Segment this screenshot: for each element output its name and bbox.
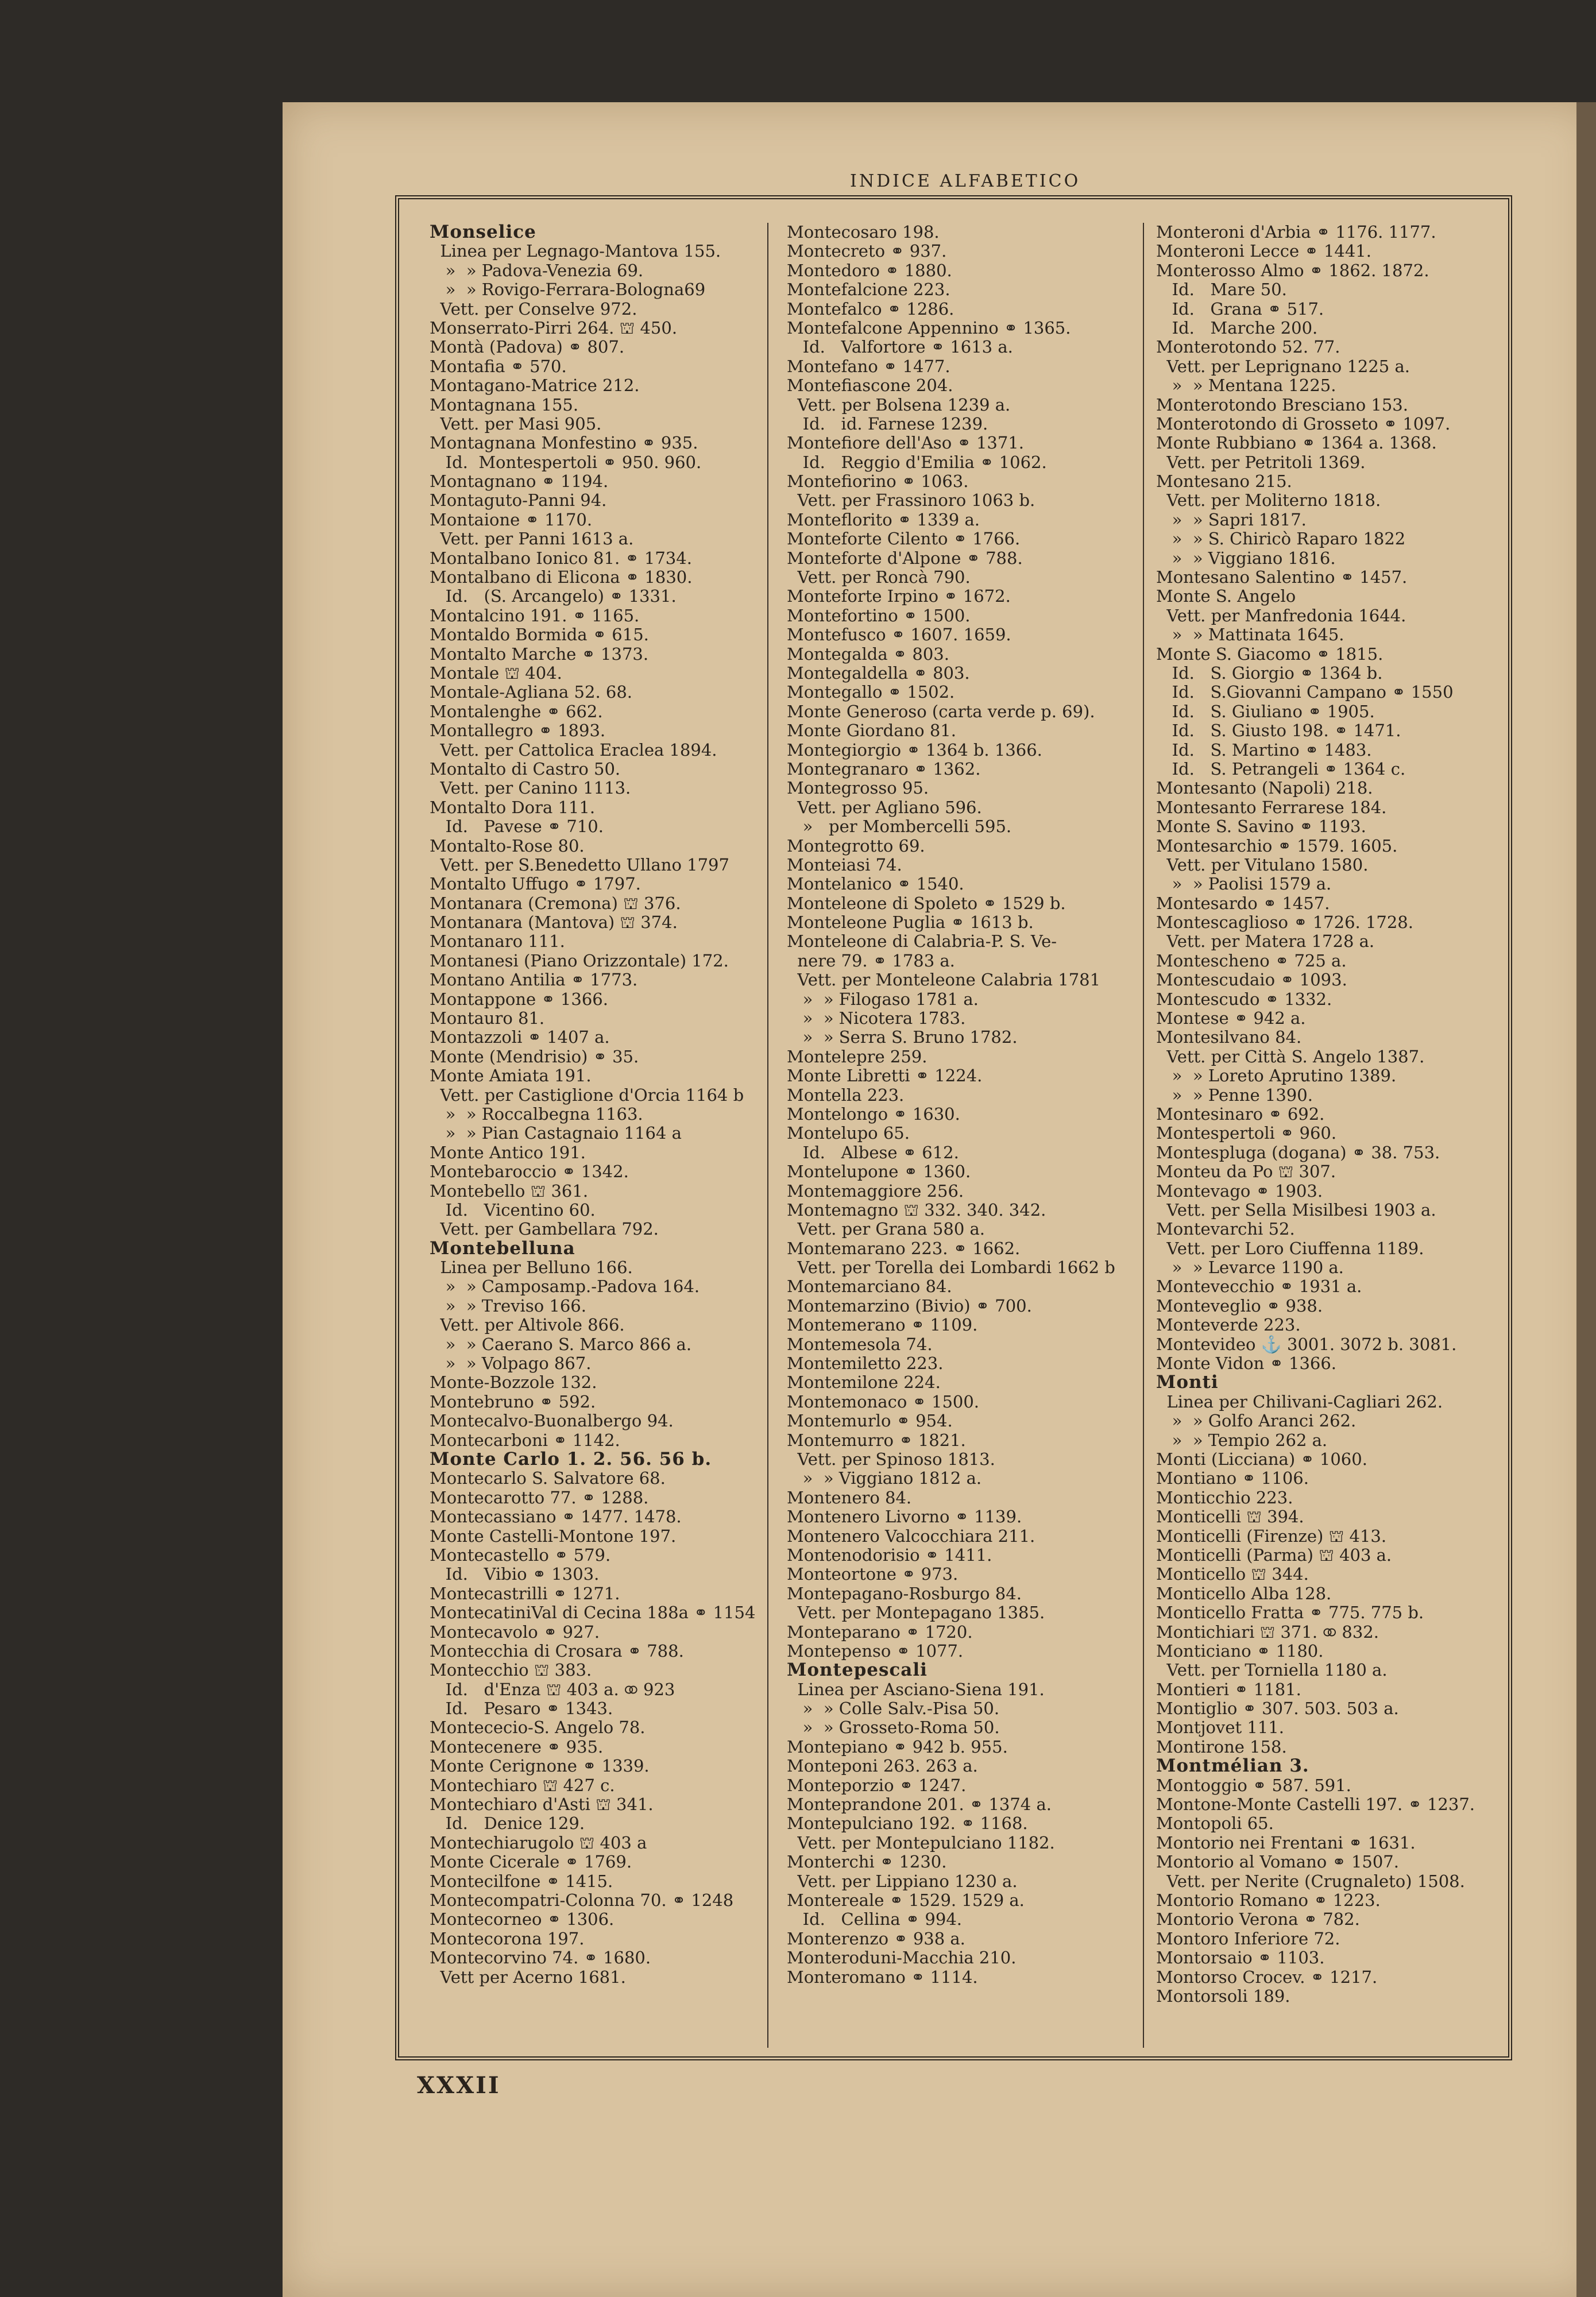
index-entry: Montieri ⚭ 1181.: [1156, 1680, 1301, 1699]
index-entry: Vett. per Nerite (Crugnaleto) 1508.: [1156, 1871, 1465, 1891]
index-entry: » » Caerano S. Marco 866 a.: [430, 1335, 692, 1354]
index-entry: » » Camposamp.-Padova 164.: [430, 1277, 700, 1297]
index-entry: Vett. per Manfredonia 1644.: [1156, 606, 1406, 625]
index-heading: Monte Carlo 1. 2. 56. 56 b.: [430, 1450, 712, 1470]
index-entry: Montemesola 74.: [787, 1335, 933, 1354]
index-entry: » » Levarce 1190 a.: [1156, 1258, 1344, 1278]
index-entry: Montesanto Ferrarese 184.: [1156, 798, 1387, 817]
index-entry: Monticchio 223.: [1156, 1488, 1293, 1507]
index-entry: Vett. per Spinoso 1813.: [787, 1450, 995, 1469]
index-entry: Id. S.Giovanni Campano ⚭ 1550: [1156, 683, 1454, 702]
index-entry: Montalto Dora 111.: [430, 798, 596, 817]
index-entry: Montesano 215.: [1156, 472, 1292, 492]
index-entry: Montecastello ⚭ 579.: [430, 1545, 611, 1565]
index-entry: Montemarciano 84.: [787, 1277, 952, 1297]
index-entry: Montaldo Bormida ⚭ 615.: [430, 625, 649, 645]
index-entry: » » Rovigo-Ferrara-Bologna69: [430, 280, 706, 300]
index-entry: Montecchio ⛫ 383.: [430, 1661, 592, 1680]
index-entry: Montegiorgio ⚭ 1364 b. 1366.: [787, 740, 1042, 760]
index-entry: Montanesi (Piano Orizzontale) 172.: [430, 951, 729, 970]
index-entry: Monterosso Almo ⚭ 1862. 1872.: [1156, 261, 1429, 280]
index-entry: Montecreto ⚭ 937.: [787, 242, 947, 261]
index-entry: » » Sapri 1817.: [1156, 510, 1307, 529]
index-entry: Id. Vibio ⚭ 1303.: [430, 1565, 600, 1584]
index-heading: Monselice: [430, 223, 536, 242]
index-entry: Montefalco ⚭ 1286.: [787, 299, 954, 319]
index-entry: Montecorvino 74. ⚭ 1680.: [430, 1948, 651, 1968]
index-entry: Monserrato-Pirri 264. ⛫ 450.: [430, 318, 678, 338]
index-entry: Vett. per Panni 1613 a.: [430, 529, 634, 549]
index-entry: Montorio nei Frentani ⚭ 1631.: [1156, 1833, 1416, 1853]
index-entry: Monticelli (Firenze) ⛫ 413.: [1156, 1526, 1387, 1546]
index-entry: Montone-Monte Castelli 197. ⚭ 1237.: [1156, 1795, 1475, 1815]
index-entry: » » Colle Salv.-Pisa 50.: [787, 1699, 1000, 1719]
index-entry: Montechiarugolo ⛫ 403 a: [430, 1833, 647, 1853]
index-entry: » » Padova-Venezia 69.: [430, 261, 644, 280]
index-entry: Montesinaro ⚭ 692.: [1156, 1104, 1325, 1124]
index-entry: Vett. per Bolsena 1239 a.: [787, 395, 1011, 415]
index-entry: Monte (Mendrisio) ⚭ 35.: [430, 1047, 639, 1066]
index-entry: » » Pian Castagnaio 1164 a: [430, 1124, 682, 1143]
index-entry: » » S. Chiricò Raparo 1822: [1156, 529, 1406, 549]
index-entry: Id. Montespertoli ⚭ 950. 960.: [430, 453, 702, 472]
index-entry: Montescaglioso ⚭ 1726. 1728.: [1156, 913, 1413, 933]
index-entry: Monte Libretti ⚭ 1224.: [787, 1066, 983, 1086]
column-rule: [1143, 223, 1144, 2048]
index-entry: Monteforte Cilento ⚭ 1766.: [787, 529, 1021, 549]
column-rule: [767, 223, 768, 2048]
index-entry: Id. Vicentino 60.: [430, 1200, 596, 1220]
index-entry: Id. Reggio d'Emilia ⚭ 1062.: [787, 453, 1047, 472]
index-entry: » » Mattinata 1645.: [1156, 625, 1344, 645]
index-entry: Montalto Marche ⚭ 1373.: [430, 644, 649, 664]
index-entry: Montese ⚭ 942 a.: [1156, 1009, 1306, 1028]
index-entry: Monteortone ⚭ 973.: [787, 1565, 959, 1584]
index-entry: Monteparano ⚭ 1720.: [787, 1622, 973, 1642]
page-number: XXXII: [417, 2072, 501, 2099]
index-entry: Montebruno ⚭ 592.: [430, 1392, 596, 1412]
index-entry: Montenero Livorno ⚭ 1139.: [787, 1507, 1022, 1527]
index-entry: Id. d'Enza ⛫ 403 a. ⚭ 923: [430, 1680, 675, 1699]
index-entry: Montecosaro 198.: [787, 223, 940, 242]
index-entry: Id. id. Farnese 1239.: [787, 414, 988, 434]
index-entry: Id. Mare 50.: [1156, 280, 1287, 300]
index-entry: Montenero 84.: [787, 1488, 912, 1507]
index-entry: » » Tempio 262 a.: [1156, 1430, 1328, 1450]
index-entry: Montorso Crocev. ⚭ 1217.: [1156, 1967, 1378, 1987]
index-entry: Montaione ⚭ 1170.: [430, 510, 593, 529]
index-entry: Vett. per Cattolica Eraclea 1894.: [430, 740, 717, 760]
index-entry: Montegrotto 69.: [787, 836, 925, 856]
index-entry: Montespertoli ⚭ 960.: [1156, 1124, 1337, 1143]
index-entry: Montegallo ⚭ 1502.: [787, 683, 955, 702]
index-entry: Montecompatri-Colonna 70. ⚭ 1248: [430, 1890, 734, 1910]
index-entry: Vett. per Frassinoro 1063 b.: [787, 491, 1035, 511]
index-entry: Monteponi 263. 263 a.: [787, 1757, 978, 1776]
index-entry: Vett. per Torella dei Lombardi 1662 b: [787, 1258, 1115, 1278]
index-entry: Monticello Alba 128.: [1156, 1584, 1332, 1603]
index-entry: Vett. per Grana 580 a.: [787, 1220, 986, 1239]
index-entry: Montichiari ⛫ 371. ⚭ 832.: [1156, 1622, 1379, 1642]
index-entry: Montorio Verona ⚭ 782.: [1156, 1910, 1360, 1929]
index-entry: Monterotondo Bresciano 153.: [1156, 395, 1408, 415]
index-entry: Montazzoli ⚭ 1407 a.: [430, 1028, 610, 1047]
index-entry: Vett. per S.Benedetto Ullano 1797: [430, 855, 729, 875]
index-entry: Vett. per Masi 905.: [430, 414, 602, 434]
index-entry: Montecarlo S. Salvatore 68.: [430, 1469, 666, 1488]
index-entry: Montemurlo ⚭ 954.: [787, 1412, 953, 1431]
index-entry: Montà (Padova) ⚭ 807.: [430, 338, 625, 357]
index-entry: Id. Cellina ⚭ 994.: [787, 1910, 962, 1929]
index-entry: Montegranaro ⚭ 1362.: [787, 759, 981, 779]
index-entry: Monticelli (Parma) ⛫ 403 a.: [1156, 1545, 1392, 1565]
index-entry: Montenero Valcocchiara 211.: [787, 1526, 1035, 1546]
index-entry: Id. Pesaro ⚭ 1343.: [430, 1699, 613, 1719]
index-heading: Montebelluna: [430, 1239, 575, 1259]
index-entry: Vett. per Canino 1113.: [430, 779, 631, 798]
index-entry: Id. Pavese ⚭ 710.: [430, 817, 604, 837]
index-entry: Monteu da Po ⛫ 307.: [1156, 1162, 1336, 1182]
index-entry: Vett. per Sella Misilbesi 1903 a.: [1156, 1200, 1436, 1220]
index-entry: Monterenzo ⚭ 938 a.: [787, 1929, 965, 1948]
index-entry: Id. Valfortore ⚭ 1613 a.: [787, 338, 1013, 357]
index-entry: » » Roccalbegna 1163.: [430, 1104, 643, 1124]
index-entry: Montemilone 224.: [787, 1373, 941, 1393]
index-entry: Vett. per Loro Ciuffenna 1189.: [1156, 1239, 1424, 1258]
index-entry: Vett. per Agliano 596.: [787, 798, 982, 817]
index-entry: » » Grosseto-Roma 50.: [787, 1718, 1000, 1738]
index-entry: Montefalcone Appennino ⚭ 1365.: [787, 318, 1071, 338]
index-entry: Montagnana Monfestino ⚭ 935.: [430, 434, 698, 453]
index-entry: Montebello ⛫ 361.: [430, 1181, 589, 1201]
index-entry: Montepulciano 192. ⚭ 1168.: [787, 1814, 1028, 1834]
index-entry: Montecalvo-Buonalbergo 94.: [430, 1412, 674, 1431]
index-entry: Montemiletto 223.: [787, 1354, 944, 1374]
index-entry: Montesanto (Napoli) 218.: [1156, 779, 1373, 798]
index-entry: Montechiaro ⛫ 427 c.: [430, 1776, 615, 1795]
index-entry: Monticiano ⚭ 1180.: [1156, 1641, 1324, 1661]
index-entry: Montalto-Rose 80.: [430, 836, 585, 856]
index-entry: Montale ⛫ 404.: [430, 663, 562, 683]
index-entry: Montappone ⚭ 1366.: [430, 989, 608, 1009]
index-entry: Monte Amiata 191.: [430, 1066, 592, 1086]
index-entry: Monterchi ⚭ 1230.: [787, 1853, 947, 1872]
index-entry: Montecassiano ⚭ 1477. 1478.: [430, 1507, 682, 1527]
index-entry: Montanara (Mantova) ⛫ 374.: [430, 913, 678, 933]
index-entry: Monticelli ⛫ 394.: [1156, 1507, 1304, 1527]
index-entry: Montallegro ⚭ 1893.: [430, 721, 606, 741]
index-entry: Monte-Bozzole 132.: [430, 1373, 597, 1393]
index-entry: Vett. per Montepagano 1385.: [787, 1603, 1045, 1623]
index-entry: Montesarchio ⚭ 1579. 1605.: [1156, 836, 1398, 856]
index-entry: Montescheno ⚭ 725 a.: [1156, 951, 1347, 970]
index-entry: Monteporzio ⚭ 1247.: [787, 1776, 967, 1795]
index-entry: Vett. per Roncà 790.: [787, 568, 971, 587]
index-entry: Vett. per Vitulano 1580.: [1156, 855, 1369, 875]
index-entry: Montereale ⚭ 1529. 1529 a.: [787, 1890, 1025, 1910]
index-entry: Montafia ⚭ 570.: [430, 357, 567, 376]
index-entry: Montella 223.: [787, 1085, 905, 1105]
index-entry: Vett. per Petritoli 1369.: [1156, 453, 1366, 472]
index-entry: nere 79. ⚭ 1783 a.: [787, 951, 955, 970]
index-entry: Montefusco ⚭ 1607. 1659.: [787, 625, 1011, 645]
index-entry: Montopoli 65.: [1156, 1814, 1274, 1834]
index-entry: » » Filogaso 1781 a.: [787, 989, 979, 1009]
index-entry: Montesilvano 84.: [1156, 1028, 1302, 1047]
index-entry: Monti (Licciana) ⚭ 1060.: [1156, 1450, 1367, 1469]
index-entry: Montecchia di Crosara ⚭ 788.: [430, 1641, 684, 1661]
index-entry: Montorio Romano ⚭ 1223.: [1156, 1890, 1381, 1910]
index-entry: Montanara (Cremona) ⛫ 376.: [430, 894, 681, 913]
index-entry: Montevago ⚭ 1903.: [1156, 1181, 1323, 1201]
index-entry: Id. S. Martino ⚭ 1483.: [1156, 740, 1372, 760]
index-entry: Monticello ⛫ 344.: [1156, 1565, 1309, 1584]
index-entry: Monte Rubbiano ⚭ 1364 a. 1368.: [1156, 434, 1437, 453]
index-column-2: [787, 223, 1131, 2048]
index-entry: Montecorona 197.: [430, 1929, 585, 1948]
index-entry: Montelepre 259.: [787, 1047, 928, 1066]
index-entry: Montecilfone ⚭ 1415.: [430, 1871, 613, 1891]
index-entry: Montanaro 111.: [430, 932, 565, 952]
index-entry: Monteprandone 201. ⚭ 1374 a.: [787, 1795, 1052, 1815]
index-entry: » » Penne 1390.: [1156, 1085, 1313, 1105]
index-entry: Montegrosso 95.: [787, 779, 929, 798]
index-entry: Id. S. Petrangeli ⚭ 1364 c.: [1156, 759, 1406, 779]
index-heading: Montmélian 3.: [1156, 1757, 1309, 1776]
index-entry: Monte Cerignone ⚭ 1339.: [430, 1757, 650, 1776]
index-entry: Monte Castelli-Montone 197.: [430, 1526, 677, 1546]
index-entry: Montecastrilli ⚭ 1271.: [430, 1584, 620, 1603]
index-heading: Monti: [1156, 1373, 1219, 1393]
index-entry: Montesano Salentino ⚭ 1457.: [1156, 568, 1408, 587]
index-entry: Vett. per Monteleone Calabria 1781: [787, 970, 1101, 990]
index-entry: » » Treviso 166.: [430, 1296, 586, 1316]
index-entry: Montedoro ⚭ 1880.: [787, 261, 952, 280]
index-entry: Monteleone di Calabria-P. S. Ve-: [787, 932, 1057, 952]
index-entry: Montagano-Matrice 212.: [430, 376, 640, 396]
index-entry: Montecavolo ⚭ 927.: [430, 1622, 600, 1642]
index-entry: Montescudo ⚭ 1332.: [1156, 989, 1332, 1009]
index-entry: Montiglio ⚭ 307. 503. 503 a.: [1156, 1699, 1399, 1719]
index-entry: Montemaggiore 256.: [787, 1181, 964, 1201]
index-entry: Monteroduni-Macchia 210.: [787, 1948, 1017, 1968]
index-entry: » » Golfo Aranci 262.: [1156, 1412, 1357, 1431]
index-entry: » » Serra S. Bruno 1782.: [787, 1028, 1018, 1047]
index-entry: Montelanico ⚭ 1540.: [787, 875, 964, 894]
index-entry: Montale-Agliana 52. 68.: [430, 683, 632, 702]
index-entry: Montorsoli 189.: [1156, 1986, 1290, 2006]
index-entry: Montoro Inferiore 72.: [1156, 1929, 1340, 1948]
index-entry: » » Mentana 1225.: [1156, 376, 1336, 396]
index-entry: Montenodorisio ⚭ 1411.: [787, 1545, 992, 1565]
index-entry: Vett. per Gambellara 792.: [430, 1220, 659, 1239]
index-entry: Montevideo ⚓ 3001. 3072 b. 3081.: [1156, 1335, 1457, 1354]
index-entry: Montagnano ⚭ 1194.: [430, 472, 609, 492]
index-entry: Id. S. Giuliano ⚭ 1905.: [1156, 702, 1375, 721]
index-entry: Montoggio ⚭ 587. 591.: [1156, 1776, 1351, 1795]
index-entry: Vett. per Torniella 1180 a.: [1156, 1661, 1388, 1680]
index-entry: Montepiano ⚭ 942 b. 955.: [787, 1737, 1008, 1757]
index-entry: Montefalcione 223.: [787, 280, 950, 300]
index-entry: Montaguto-Panni 94.: [430, 491, 607, 511]
index-entry: Monteroni d'Arbia ⚭ 1176. 1177.: [1156, 223, 1436, 242]
index-entry: Montefiascone 204.: [787, 376, 953, 396]
index-entry: Vett. per Montepulciano 1182.: [787, 1833, 1055, 1853]
index-entry: Montemarzino (Bivio) ⚭ 700.: [787, 1296, 1032, 1316]
index-entry: Monteflorito ⚭ 1339 a.: [787, 510, 980, 529]
index-heading: Montepescali: [787, 1661, 928, 1680]
index-entry: Montano Antilia ⚭ 1773.: [430, 970, 638, 990]
index-entry: Id. S. Giusto 198. ⚭ 1471.: [1156, 721, 1401, 741]
index-entry: Montalbano Ionico 81. ⚭ 1734.: [430, 548, 692, 568]
index-entry: Monte S. Angelo: [1156, 587, 1296, 606]
index-entry: Montorio al Vomano ⚭ 1507.: [1156, 1853, 1399, 1872]
index-entry: Vett. per Lippiano 1230 a.: [787, 1871, 1018, 1891]
index-entry: Monteverde 223.: [1156, 1316, 1301, 1335]
index-entry: Vett per Acerno 1681.: [430, 1967, 626, 1987]
index-entry: Montececio-S. Angelo 78.: [430, 1718, 646, 1738]
index-entry: Monte Giordano 81.: [787, 721, 956, 741]
index-entry: Montalto di Castro 50.: [430, 759, 621, 779]
index-entry: Montecarboni ⚭ 1142.: [430, 1430, 620, 1450]
index-entry: Monteforte Irpino ⚭ 1672.: [787, 587, 1011, 606]
index-column-3: [1156, 223, 1495, 2048]
index-entry: Monticello Fratta ⚭ 775. 775 b.: [1156, 1603, 1424, 1623]
index-entry: Montauro 81.: [430, 1009, 545, 1028]
index-entry: Monteromano ⚭ 1114.: [787, 1967, 978, 1987]
index-entry: Montecarotto 77. ⚭ 1288.: [430, 1488, 649, 1507]
index-entry: » » Viggiano 1816.: [1156, 548, 1336, 568]
index-entry: » » Paolisi 1579 a.: [1156, 875, 1332, 894]
index-entry: Montevecchio ⚭ 1931 a.: [1156, 1277, 1362, 1297]
index-entry: Montalenghe ⚭ 662.: [430, 702, 603, 721]
index-entry: Montiano ⚭ 1106.: [1156, 1469, 1309, 1488]
index-entry: Montescudaio ⚭ 1093.: [1156, 970, 1347, 990]
index-entry: » » Nicotera 1783.: [787, 1009, 966, 1028]
index-entry: MontecatiniVal di Cecina 188a ⚭ 1154: [430, 1603, 756, 1623]
index-entry: Montespluga (dogana) ⚭ 38. 753.: [1156, 1143, 1440, 1162]
index-entry: Vett. per Moliterno 1818.: [1156, 491, 1381, 511]
index-entry: Id. Albese ⚭ 612.: [787, 1143, 959, 1162]
index-entry: Monte S. Savino ⚭ 1193.: [1156, 817, 1366, 837]
index-entry: Linea per Legnago-Mantova 155.: [430, 242, 721, 261]
index-entry: Montesardo ⚭ 1457.: [1156, 894, 1330, 913]
index-entry: Vett. per Conselve 972.: [430, 299, 637, 319]
index-entry: Montemonaco ⚭ 1500.: [787, 1392, 980, 1412]
index-entry: Id. Grana ⚭ 517.: [1156, 299, 1324, 319]
index-entry: Montagnana 155.: [430, 395, 579, 415]
index-entry: Montelupo 65.: [787, 1124, 910, 1143]
index-entry: Vett. per Matera 1728 a.: [1156, 932, 1375, 952]
index-entry: Linea per Chilivani-Cagliari 262.: [1156, 1392, 1443, 1412]
index-entry: Montemarano 223. ⚭ 1662.: [787, 1239, 1021, 1258]
index-entry: Monte S. Giacomo ⚭ 1815.: [1156, 644, 1384, 664]
index-entry: Monte Generoso (carta verde p. 69).: [787, 702, 1095, 721]
index-entry: Montelupone ⚭ 1360.: [787, 1162, 971, 1182]
index-entry: Montegaldella ⚭ 803.: [787, 663, 970, 683]
index-entry: Montemerano ⚭ 1109.: [787, 1316, 978, 1335]
index-entry: Montepagano-Rosburgo 84.: [787, 1584, 1022, 1603]
index-entry: Montefano ⚭ 1477.: [787, 357, 950, 376]
index-entry: Montegalda ⚭ 803.: [787, 644, 949, 664]
index-entry: Id. Denice 129.: [430, 1814, 585, 1834]
index-entry: » » Loreto Aprutino 1389.: [1156, 1066, 1397, 1086]
index-entry: Monte Vidon ⚭ 1366.: [1156, 1354, 1337, 1374]
index-entry: Montalcino 191. ⚭ 1165.: [430, 606, 640, 625]
index-entry: Montevarchi 52.: [1156, 1220, 1295, 1239]
index-entry: Monteleone di Spoleto ⚭ 1529 b.: [787, 894, 1066, 913]
index-entry: Vett. per Altivole 866.: [430, 1316, 625, 1335]
index-entry: Id. (S. Arcangelo) ⚭ 1331.: [430, 587, 677, 606]
index-entry: Montemagno ⛫ 332. 340. 342.: [787, 1200, 1046, 1220]
book-spine: [1576, 102, 1596, 2297]
index-entry: Montechiaro d'Asti ⛫ 341.: [430, 1795, 654, 1815]
index-entry: Monterotondo di Grosseto ⚭ 1097.: [1156, 414, 1451, 434]
index-entry: » » Volpago 867.: [430, 1354, 592, 1374]
index-entry: Monterotondo 52. 77.: [1156, 338, 1340, 357]
index-entry: Vett. per Castiglione d'Orcia 1164 b: [430, 1085, 744, 1105]
index-entry: Montefiorino ⚭ 1063.: [787, 472, 969, 492]
index-entry: Monteforte d'Alpone ⚭ 788.: [787, 548, 1023, 568]
index-entry: Id. Marche 200.: [1156, 318, 1318, 338]
index-entry: » per Mombercelli 595.: [787, 817, 1012, 837]
index-entry: Linea per Asciano-Siena 191.: [787, 1680, 1045, 1699]
index-entry: Montemurro ⚭ 1821.: [787, 1430, 966, 1450]
page-header: INDICE ALFABETICO: [850, 171, 1081, 191]
index-entry: Monte Cicerale ⚭ 1769.: [430, 1853, 632, 1872]
index-entry: Monteveglio ⚭ 938.: [1156, 1296, 1323, 1316]
index-entry: Vett. per Città S. Angelo 1387.: [1156, 1047, 1425, 1066]
index-entry: Montelongo ⚭ 1630.: [787, 1104, 960, 1124]
index-entry: Montecenere ⚭ 935.: [430, 1737, 604, 1757]
index-entry: Monteroni Lecce ⚭ 1441.: [1156, 242, 1371, 261]
index-entry: Monte Antico 191.: [430, 1143, 586, 1162]
index-column-1: [430, 223, 757, 2048]
index-entry: Montjovet 111.: [1156, 1718, 1284, 1738]
index-entry: Montepenso ⚭ 1077.: [787, 1641, 964, 1661]
index-entry: Montecorneo ⚭ 1306.: [430, 1910, 615, 1929]
index-entry: Monteleone Puglia ⚭ 1613 b.: [787, 913, 1034, 933]
index-entry: Monteiasi 74.: [787, 855, 902, 875]
index-entry: Montefortino ⚭ 1500.: [787, 606, 971, 625]
index-entry: Montebaroccio ⚭ 1342.: [430, 1162, 629, 1182]
index-entry: Linea per Belluno 166.: [430, 1258, 633, 1278]
index-entry: » » Viggiano 1812 a.: [787, 1469, 982, 1488]
index-entry: Id. S. Giorgio ⚭ 1364 b.: [1156, 663, 1383, 683]
index-entry: Montalbano di Elicona ⚭ 1830.: [430, 568, 693, 587]
index-entry: Vett. per Leprignano 1225 a.: [1156, 357, 1410, 376]
index-entry: Montalto Uffugo ⚭ 1797.: [430, 875, 641, 894]
index-entry: Montirone 158.: [1156, 1737, 1287, 1757]
index-entry: Montorsaio ⚭ 1103.: [1156, 1948, 1325, 1968]
index-entry: Montefiore dell'Aso ⚭ 1371.: [787, 434, 1024, 453]
